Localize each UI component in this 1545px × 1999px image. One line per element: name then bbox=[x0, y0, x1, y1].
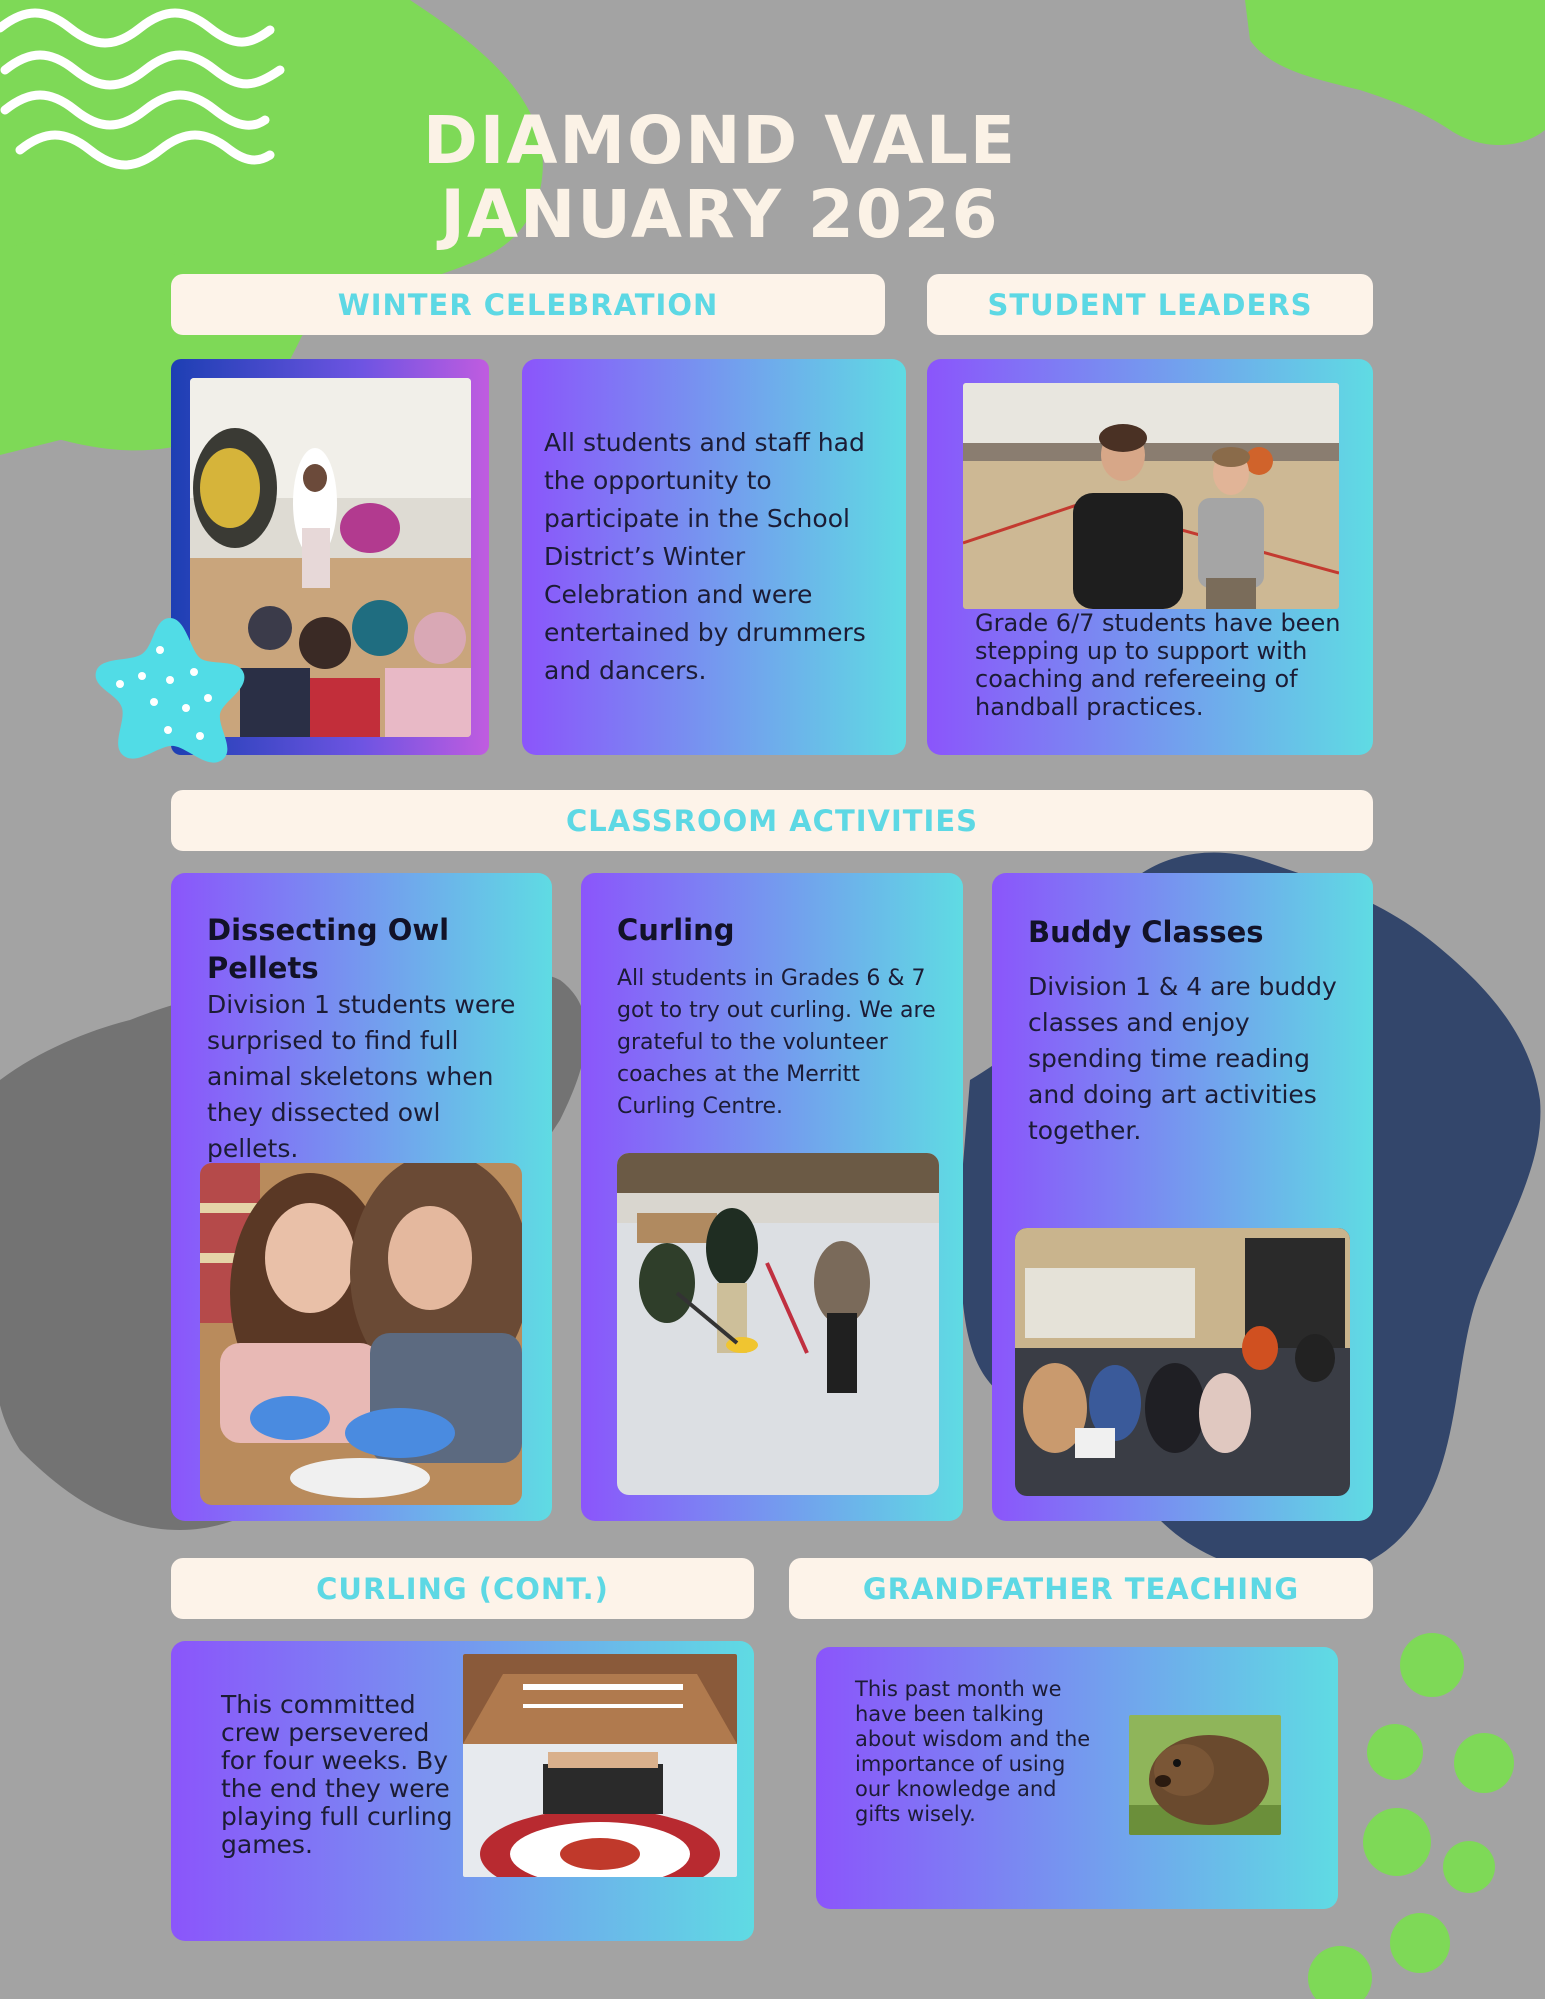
banner-classroom-activities: CLASSROOM ACTIVITIES bbox=[171, 790, 1373, 851]
owl-pellets-photo bbox=[200, 1163, 522, 1505]
owl-pellets-heading: Dissecting Owl Pellets bbox=[207, 913, 450, 985]
curling-card bbox=[581, 873, 963, 1521]
green-dot bbox=[1454, 1733, 1514, 1793]
student-leaders-card bbox=[927, 359, 1373, 755]
green-dot bbox=[1363, 1808, 1431, 1876]
buddy-classes-card bbox=[992, 873, 1373, 1521]
banner-student-leaders: STUDENT LEADERS bbox=[927, 274, 1373, 335]
curling-photo bbox=[617, 1153, 939, 1495]
curling-heading: Curling bbox=[617, 913, 735, 947]
grandfather-teaching-card bbox=[816, 1647, 1338, 1909]
owl-pellets-card bbox=[171, 873, 552, 1521]
winter-celebration-text: All students and staff had the opportunity to participate in the School District’s Winter Celebration and were entertained by drummers and dancers. bbox=[544, 428, 866, 685]
banner-winter-celebration: WINTER CELEBRATION bbox=[171, 274, 885, 335]
curling-team-photo bbox=[463, 1654, 737, 1877]
buddy-classes-heading: Buddy Classes bbox=[1028, 915, 1264, 949]
green-dot bbox=[1443, 1841, 1495, 1893]
curling-cont-text: This committed crew persevered for four weeks. By the end they were playing full curling games. bbox=[221, 1690, 453, 1859]
curling-text: All students in Grades 6 & 7 got to try out curling. We are grateful to the volunteer coaches at the Merritt Curling Centre. bbox=[617, 966, 936, 1119]
beaver-photo bbox=[1129, 1715, 1281, 1835]
buddy-classes-photo bbox=[1015, 1228, 1350, 1496]
title-line-2: JANUARY 2026 bbox=[440, 176, 1000, 253]
buddy-classes-text: Division 1 & 4 are buddy classes and enjoy spending time reading and doing art activities together. bbox=[1028, 972, 1337, 1145]
banner-grandfather-teaching: GRANDFATHER TEACHING bbox=[789, 1558, 1373, 1619]
banner-curling-cont: CURLING (CONT.) bbox=[171, 1558, 754, 1619]
flower-icon bbox=[90, 610, 250, 770]
green-dot bbox=[1390, 1913, 1450, 1973]
green-dot bbox=[1308, 1946, 1372, 1999]
green-dot bbox=[1367, 1724, 1423, 1780]
title-line-1: DIAMOND VALE bbox=[422, 102, 1018, 179]
green-blob-top-right bbox=[1245, 0, 1545, 145]
student-leaders-text: Grade 6/7 students have been stepping up to support with coaching and refereeing of handball practices. bbox=[975, 609, 1341, 721]
grandfather-teaching-text: This past month we have been talking about wisdom and the importance of using our knowledge and gifts wisely. bbox=[855, 1677, 1091, 1826]
curling-cont-card bbox=[171, 1641, 754, 1941]
winter-text-card bbox=[522, 359, 906, 755]
student-leaders-photo bbox=[963, 383, 1339, 609]
owl-pellets-text: Division 1 students were surprised to find full animal skeletons when they dissected owl pellets. bbox=[207, 990, 516, 1163]
green-dot bbox=[1400, 1633, 1464, 1697]
